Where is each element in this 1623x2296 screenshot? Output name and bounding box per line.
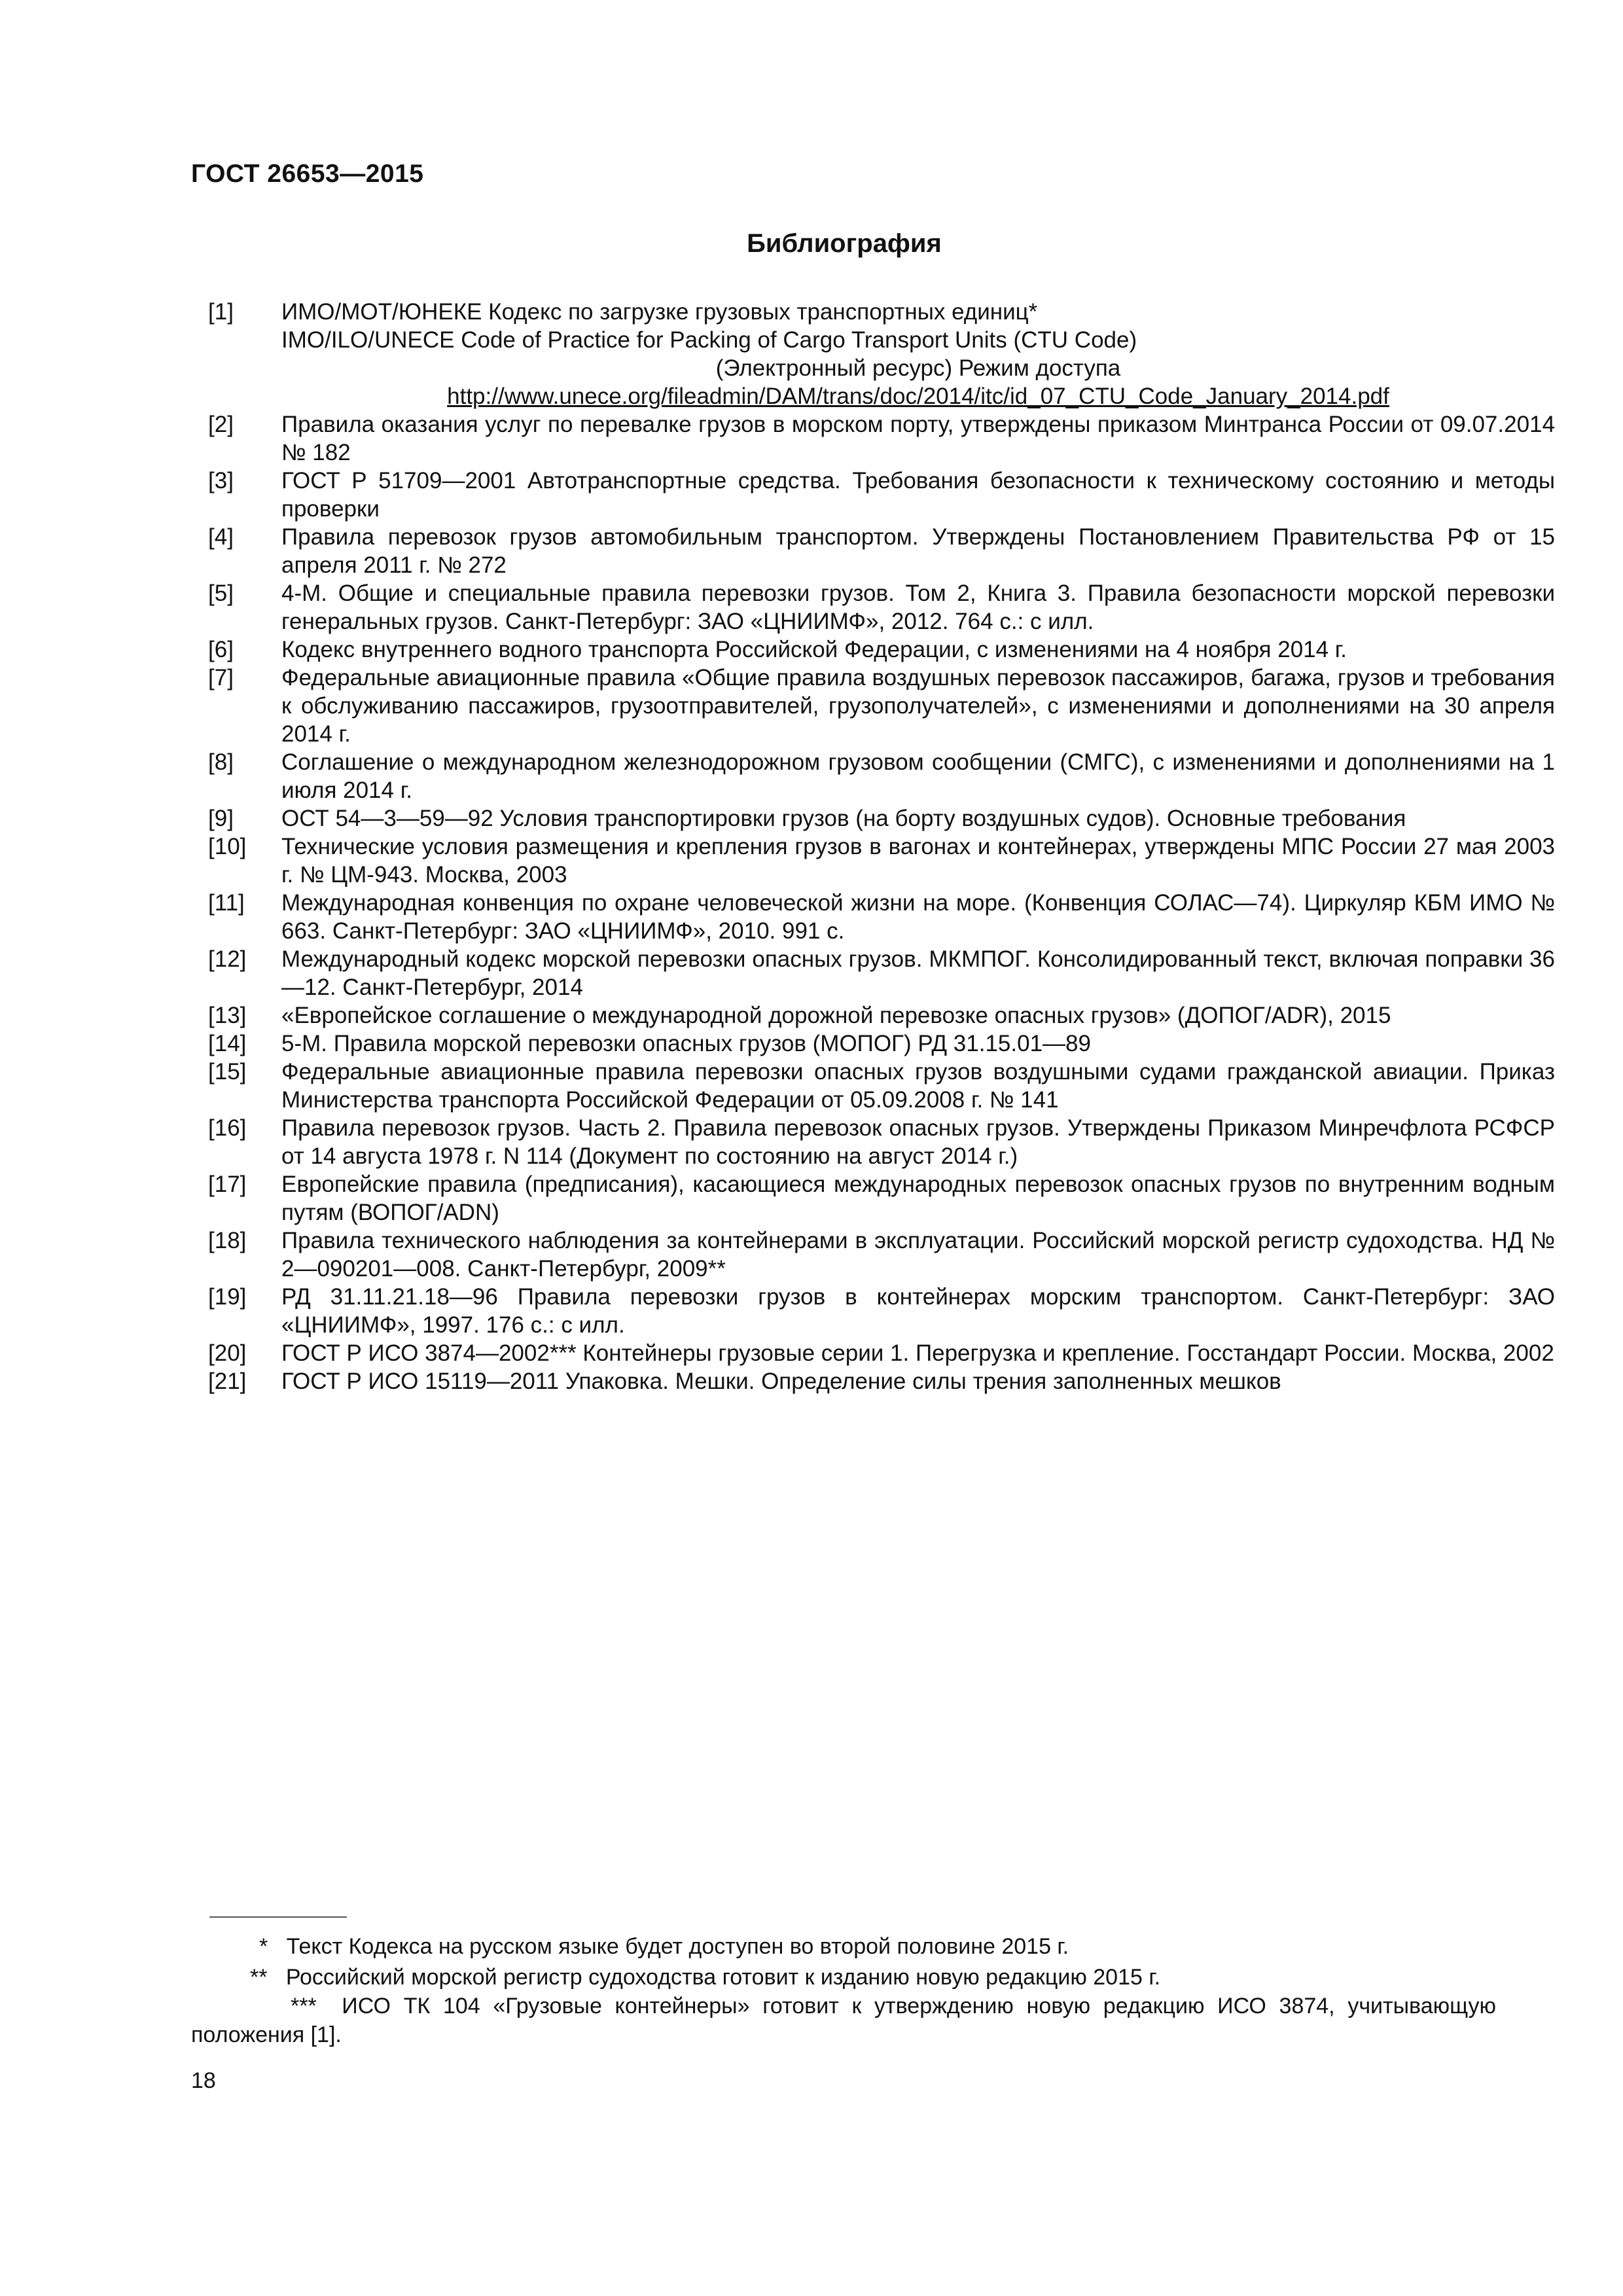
entry-number: [3] [208, 468, 234, 493]
bibliography-entry [208, 1058, 1555, 1114]
bibliography-entry [208, 1227, 1555, 1283]
bibliography-entry [208, 664, 1555, 748]
entry-number: [2] [208, 412, 234, 437]
footnote [191, 1992, 1496, 2049]
entry-number: [8] [208, 749, 234, 775]
entry-text: РД 31.11.21.18—96 Правила перевозки грузов в контейнерах морским транспортом. Санкт-Петербург: ЗАО «ЦНИИМФ», 1997. 176 с.: с илл. [281, 1284, 1555, 1338]
entry-number: [4] [208, 524, 234, 550]
entry-text: «Европейское соглашение о международной дорожной перевозке опасных грузов» (ДОПОГ/ADR), 2015 [281, 1003, 1391, 1028]
entry-number: [15] [208, 1059, 247, 1085]
entry-line-resource: (Электронный ресурс) Режим доступа [715, 355, 1121, 381]
bibliography-entry [208, 298, 1478, 410]
entry-number: [6] [208, 637, 234, 662]
entry-text: Международный кодекс морской перевозки опасных грузов. МКМПОГ. Консолидированный текст, включая поправки 36—12. Санкт-Петербург, 2014 [281, 946, 1555, 1000]
entry-text: Правила оказания услуг по перевалке грузов в морском порту, утверждены приказом Минтранса России от 09.07.2014 № 182 [281, 412, 1555, 465]
footnote-divider [209, 1916, 347, 1918]
entry-number: [21] [208, 1369, 247, 1394]
footnote [191, 1963, 1496, 1992]
bibliography-entry [208, 945, 1555, 1001]
footnote-mark: *** [291, 1994, 329, 2018]
bibliography-entry [208, 1114, 1555, 1170]
bibliography-entry [208, 1170, 1555, 1227]
footnote-mark: ** [250, 1965, 280, 1990]
footnote-text: Российский морской регистр судоходства готовит к изданию новую редакцию 2015 г. [285, 1965, 1161, 1990]
entry-text: ГОСТ Р ИСО 3874—2002*** Контейнеры грузовые серии 1. Перегрузка и крепление. Госстандарт России. Москва, 2002 [281, 1340, 1554, 1366]
bibliography-entry [208, 1283, 1555, 1339]
entry-number: [9] [208, 806, 234, 831]
entry-number: [7] [208, 665, 234, 691]
entry-number: [10] [208, 834, 247, 859]
entry-text: 5-М. Правила морской перевозки опасных грузов (МОПОГ) РД 31.15.01—89 [281, 1031, 1091, 1056]
entry-line-ru: ИМО/МОТ/ЮНЕКЕ Кодекс по загрузке грузовых транспортных единиц* [281, 299, 1038, 325]
entry-number: [13] [208, 1003, 247, 1028]
footnote-mark: * [259, 1934, 281, 1959]
entry-number: [11] [208, 890, 245, 916]
bibliography-entry [208, 1367, 1478, 1395]
entry-text: Международная конвенция по охране человеческой жизни на море. (Конвенция СОЛАС—74). Циркуляр КБМ ИМО № 663. Санкт-Петербург: ЗАО «ЦНИИМФ», 2010. 991 с. [281, 890, 1555, 944]
footnote-text: ИСО ТК 104 «Грузовые контейнеры» готовит к утверждению новую редакцию ИСО 3874, учитывающую положения [1]. [191, 1994, 1496, 2047]
bibliography-entry [208, 579, 1555, 636]
entry-text: Федеральные авиационные правила перевозки опасных грузов воздушными судами гражданской авиации. Приказ Министерства транспорта Российской Федерации от 05.09.2008 г. № 141 [281, 1059, 1555, 1113]
entry-number: [17] [208, 1172, 247, 1197]
bibliography-title: Библиография [747, 229, 942, 258]
bibliography-entry [208, 1001, 1478, 1030]
entry-url-link[interactable]: http://www.unece.org/fileadmin/DAM/trans/doc/2014/itc/id_07_CTU_Code_January_2014.pdf [447, 384, 1389, 409]
entry-text [281, 298, 1555, 410]
page-number: 18 [191, 2068, 216, 2093]
entry-text: 4-М. Общие и специальные правила перевозки грузов. Том 2, Книга 3. Правила безопасности морской перевозки генеральных грузов. Санкт-Петербург: ЗАО «ЦНИИМФ», 2012. 764 с.: с илл. [281, 581, 1555, 634]
entry-number: [14] [208, 1031, 247, 1056]
entry-number: [16] [208, 1115, 247, 1141]
entry-number: [19] [208, 1284, 247, 1310]
entry-number: [18] [208, 1228, 247, 1253]
entry-number: [12] [208, 946, 247, 972]
document-code-header: ГОСТ 26653—2015 [191, 160, 424, 188]
footnote [191, 1932, 1496, 1961]
entry-text: Федеральные авиационные правила «Общие правила воздушных перевозок пассажиров, багажа, грузов и требования к обслуживанию пассажиров, грузоотправителей, грузополучателей», с изменениями и дополнениями на 30 апреля 2014 г. [281, 665, 1555, 747]
bibliography-entry [208, 748, 1555, 804]
bibliography-entry [208, 833, 1555, 889]
entry-text: ОСТ 54—3—59—92 Условия транспортировки грузов (на борту воздушных судов). Основные требования [281, 806, 1406, 831]
bibliography-entry [208, 410, 1555, 467]
entry-text: ГОСТ Р ИСО 15119—2011 Упаковка. Мешки. Определение силы трения заполненных мешков [281, 1369, 1281, 1394]
entry-line-en: IMO/ILO/UNECE Code of Practice for Packing of Cargo Transport Units (CTU Code) [281, 327, 1137, 353]
entry-text: Правила технического наблюдения за контейнерами в эксплуатации. Российский морской регистр судоходства. НД № 2—090201—008. Санкт-Петербург, 2009** [281, 1228, 1555, 1282]
bibliography-entry [208, 523, 1555, 579]
entry-number: [1] [208, 299, 234, 325]
footnote-text: Текст Кодекса на русском языке будет доступен во второй половине 2015 г. [286, 1934, 1069, 1959]
bibliography-entry [208, 636, 1478, 664]
bibliography-list [208, 298, 1555, 1395]
bibliography-entry [208, 1030, 1478, 1058]
entry-text: ГОСТ Р 51709—2001 Автотранспортные средства. Требования безопасности к техническому состоянию и методы проверки [281, 468, 1555, 522]
entry-text: Правила перевозок грузов. Часть 2. Правила перевозок опасных грузов. Утверждены Приказом Минречфлота РСФСР от 14 августа 1978 г. N 114 (Документ по состоянию на август 2014 г.) [281, 1115, 1555, 1169]
bibliography-entry [208, 1339, 1554, 1367]
entry-number: [5] [208, 581, 234, 606]
bibliography-entry [208, 804, 1478, 833]
bibliography-entry [208, 889, 1555, 945]
entry-text: Кодекс внутреннего водного транспорта Российской Федерации, с изменениями на 4 ноября 2014 г. [281, 637, 1347, 662]
entry-number: [20] [208, 1340, 247, 1366]
entry-text: Правила перевозок грузов автомобильным транспортом. Утверждены Постановлением Правительства РФ от 15 апреля 2011 г. № 272 [281, 524, 1555, 578]
entry-text: Соглашение о международном железнодорожном грузовом сообщении (СМГС), с изменениями и дополнениями на 1 июля 2014 г. [281, 749, 1555, 803]
entry-text: Технические условия размещения и крепления грузов в вагонах и контейнерах, утверждены МПС России 27 мая 2003 г. № ЦМ-943. Москва, 2003 [281, 834, 1555, 888]
bibliography-entry [208, 467, 1555, 523]
entry-text: Европейские правила (предписания), касающиеся международных перевозок опасных грузов по внутренним водным путям (ВОПОГ/ADN) [281, 1172, 1555, 1225]
